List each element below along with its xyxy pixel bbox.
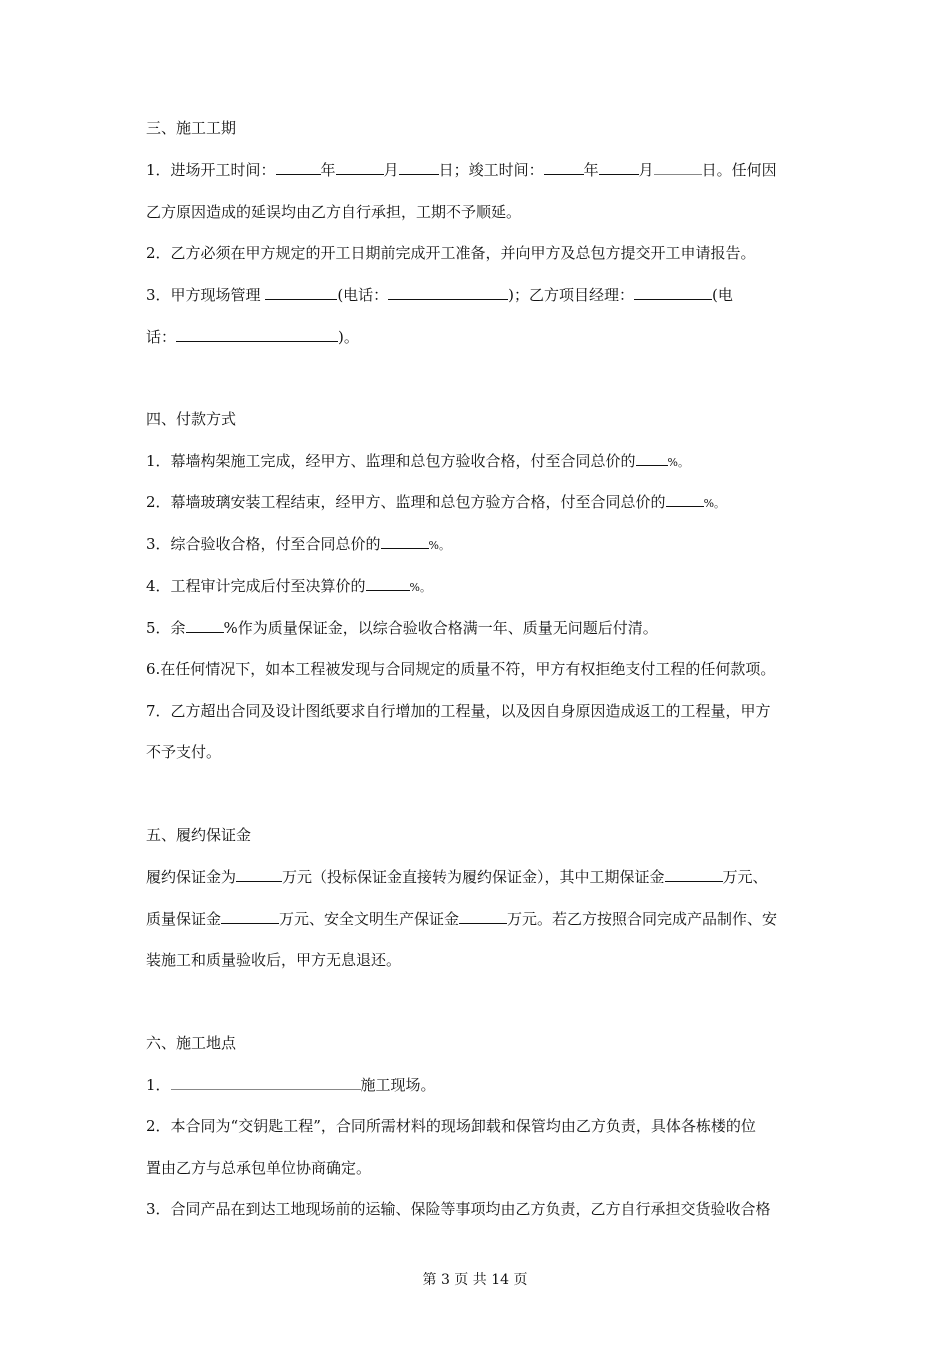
s4-item-5-prefix: 5．余 xyxy=(146,619,186,637)
site-blank xyxy=(171,1075,361,1090)
s5-para-line-3: 装施工和质量验收后，甲方无息退还。 xyxy=(146,951,402,969)
s4-item-5-text: %作为质量保证金，以综合验收合格满一年、质量无问题后付清。 xyxy=(223,619,658,637)
s4-item-3-text: 3．综合验收合格，付至合同总价的 xyxy=(146,535,381,553)
s4-item-2-text: 2．幕墙玻璃安装工程结束，经甲方、监理和总包方验方合格，付至合同总价的 xyxy=(146,493,666,511)
s6-item-3: 3．合同产品在到达工地现场前的运输、保险等事项均由乙方负责，乙方自行承担交货验收合格 xyxy=(146,1200,771,1218)
close-paren: )。 xyxy=(338,328,359,346)
s4-item-5 xyxy=(146,618,658,638)
end-day-blank xyxy=(654,160,702,175)
s3-item-3-cont xyxy=(146,327,359,347)
day-label: 日。任何因 xyxy=(701,161,777,179)
end-year-blank xyxy=(544,160,584,175)
percent-label: %。 xyxy=(703,497,726,510)
percent-label: %。 xyxy=(409,581,431,594)
s4-item-1-text: 1．幕墙构架施工完成，经甲方、监理和总包方验收合格，付至合同总价的 xyxy=(146,452,636,470)
percent-label: %。 xyxy=(667,456,689,469)
s4-item-1 xyxy=(146,451,689,473)
project-manager-blank xyxy=(634,285,712,300)
quality-deposit-label: 质量保证金 xyxy=(146,910,222,928)
unit-label: 万元、 xyxy=(722,868,768,886)
phone-label-2-cont: 话： xyxy=(146,328,177,346)
percent-label: %。 xyxy=(428,539,450,552)
s3-item-1-cont: 乙方原因造成的延误均由乙方自行承担，工期不予顺延。 xyxy=(146,203,522,221)
start-year-blank xyxy=(276,160,321,175)
phone-label: (电话： xyxy=(337,286,389,304)
s6-item-1 xyxy=(146,1075,436,1095)
s3-item-3 xyxy=(146,285,733,305)
deposit-text: 万元（投标保证金直接转为履约保证金），其中工期保证金 xyxy=(282,868,665,886)
s4-item-3 xyxy=(146,534,450,556)
percent-blank-2 xyxy=(666,492,704,507)
safety-deposit-blank xyxy=(459,909,507,924)
end-time-label: 日；竣工时间： xyxy=(438,161,544,179)
site-label: 施工现场。 xyxy=(360,1076,436,1094)
s3-item-1 xyxy=(146,160,777,180)
s5-para-line-2 xyxy=(146,909,777,929)
phone-blank xyxy=(388,285,508,300)
phone-label-2: (电 xyxy=(712,286,733,304)
percent-blank-5 xyxy=(186,618,224,633)
month-label: 月 xyxy=(383,161,399,179)
safety-deposit-label: 万元、安全文明生产保证金 xyxy=(279,910,460,928)
quality-deposit-blank xyxy=(221,909,279,924)
percent-blank-4 xyxy=(366,576,410,591)
s5-text: 万元。若乙方按照合同完成产品制作、安 xyxy=(507,910,778,928)
manager-blank xyxy=(265,285,337,300)
s4-item-2 xyxy=(146,492,725,514)
year-label: 年 xyxy=(583,161,599,179)
s4-item-4 xyxy=(146,576,431,598)
deposit-blank xyxy=(236,867,282,882)
percent-blank-1 xyxy=(636,451,668,466)
percent-blank-3 xyxy=(381,534,429,549)
start-month-blank xyxy=(336,160,384,175)
section-6-title: 六、施工地点 xyxy=(146,1034,237,1052)
s4-item-6: 6.在任何情况下，如本工程被发现与合同规定的质量不符，甲方有权拒绝支付工程的任何款项。 xyxy=(146,660,776,678)
section-5-title: 五、履约保证金 xyxy=(146,826,252,844)
s4-item-7-cont: 不予支付。 xyxy=(146,743,222,761)
page-footer: 第 3 页 共 14 页 xyxy=(422,1272,528,1288)
month-label: 月 xyxy=(638,161,654,179)
year-label: 年 xyxy=(320,161,336,179)
phone-blank-2 xyxy=(176,327,338,342)
schedule-deposit-blank xyxy=(665,867,723,882)
s6-item-2-cont: 置由乙方与总承包单位协商确定。 xyxy=(146,1159,372,1177)
s6-item-2: 2．本合同为“交钥匙工程”，合同所需材料的现场卸载和保管均由乙方负责，具体各栋楼的位 xyxy=(146,1117,756,1135)
deposit-label: 履约保证金为 xyxy=(146,868,237,886)
end-month-blank xyxy=(599,160,639,175)
section-3-title: 三、施工工期 xyxy=(146,119,237,137)
project-manager-label: )；乙方项目经理： xyxy=(508,286,635,304)
section-4-title: 四、付款方式 xyxy=(146,410,237,428)
manager-label: 3．甲方现场管理 xyxy=(146,286,266,304)
s3-item-1-text: 1．进场开工时间： xyxy=(146,161,276,179)
s3-item-2: 2．乙方必须在甲方规定的开工日期前完成开工准备，并向甲方及总包方提交开工申请报告。 xyxy=(146,244,756,262)
s6-item-1-num: 1． xyxy=(146,1076,171,1094)
s4-item-4-text: 4．工程审计完成后付至决算价的 xyxy=(146,577,366,595)
s4-item-7: 7．乙方超出合同及设计图纸要求自行增加的工程量，以及因自身原因造成返工的工程量，甲方 xyxy=(146,702,771,720)
start-day-blank xyxy=(399,160,439,175)
s5-para-line-1 xyxy=(146,867,768,887)
